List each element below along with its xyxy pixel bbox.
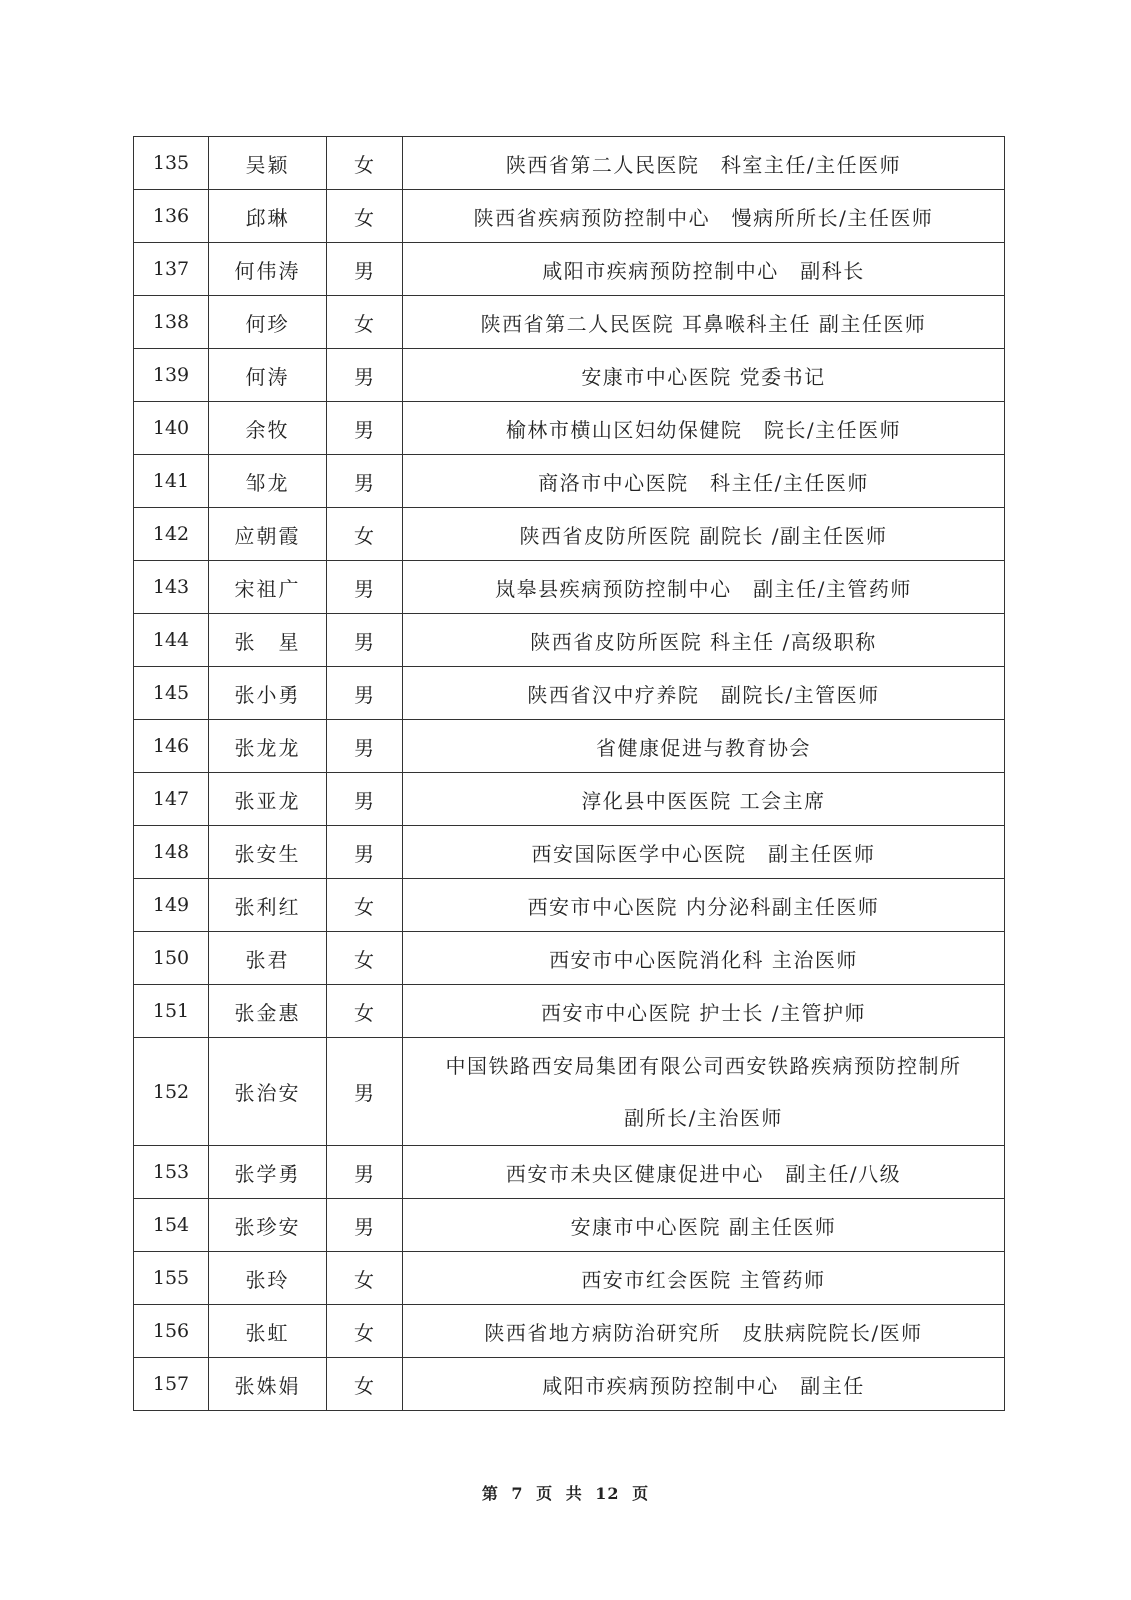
row-number: 155: [134, 1252, 209, 1305]
table-row: [134, 402, 1005, 455]
row-number: 156: [134, 1305, 209, 1358]
table-row: [134, 720, 1005, 773]
unit-position-cell: [403, 826, 1005, 879]
row-number: 148: [134, 826, 209, 879]
gender-cell: 男: [327, 773, 403, 826]
unit-position-cell: [403, 1199, 1005, 1252]
person-name: 邱琳: [209, 190, 327, 243]
row-number: 138: [134, 296, 209, 349]
unit-position-cell: [403, 879, 1005, 932]
gender-cell: 女: [327, 932, 403, 985]
unit-position-cell: [403, 402, 1005, 455]
table-row: [134, 1305, 1005, 1358]
person-name: 张虹: [209, 1305, 327, 1358]
table-row: [134, 1358, 1005, 1411]
gender-cell: 男: [327, 402, 403, 455]
row-number: 146: [134, 720, 209, 773]
row-number: 137: [134, 243, 209, 296]
row-number: 143: [134, 561, 209, 614]
person-name: 张君: [209, 932, 327, 985]
person-name: 张 星: [209, 614, 327, 667]
unit-position-cell: [403, 243, 1005, 296]
table-row: [134, 1038, 1005, 1146]
person-name: 应朝霞: [209, 508, 327, 561]
table-row: [134, 190, 1005, 243]
person-name: 余牧: [209, 402, 327, 455]
row-number: 136: [134, 190, 209, 243]
unit-line: 西安市中心医院 内分泌科副主任医师: [527, 894, 880, 919]
person-name: 张利红: [209, 879, 327, 932]
unit-line: 商洛市中心医院 科主任/主任医师: [538, 470, 869, 495]
unit-line: 陕西省疾病预防控制中心 慢病所所长/主任医师: [473, 205, 934, 230]
gender-cell: 男: [327, 1038, 403, 1146]
gender-cell: 男: [327, 1146, 403, 1199]
footer-suffix: 页: [632, 1484, 650, 1503]
roster-table-body: [134, 137, 1005, 1411]
unit-line: 陕西省皮防所医院 副院长 /副主任医师: [519, 523, 888, 548]
person-name: 吴颖: [209, 137, 327, 190]
gender-cell: 女: [327, 1252, 403, 1305]
gender-cell: 女: [327, 296, 403, 349]
table-row: [134, 508, 1005, 561]
table-row: [134, 1146, 1005, 1199]
gender-cell: 男: [327, 1199, 403, 1252]
unit-line: 西安国际医学中心医院 副主任医师: [531, 841, 876, 866]
table-row: [134, 667, 1005, 720]
unit-line: 安康市中心医院 党委书记: [581, 364, 826, 389]
table-row: [134, 561, 1005, 614]
row-number: 144: [134, 614, 209, 667]
row-number: 149: [134, 879, 209, 932]
unit-position-cell: [403, 1305, 1005, 1358]
unit-position-cell: [403, 932, 1005, 985]
unit-line: 岚皋县疾病预防控制中心 副主任/主管药师: [495, 576, 912, 601]
gender-cell: 女: [327, 137, 403, 190]
row-number: 142: [134, 508, 209, 561]
row-number: 135: [134, 137, 209, 190]
unit-line: 陕西省第二人民医院 科室主任/主任医师: [505, 152, 902, 177]
gender-cell: 女: [327, 1358, 403, 1411]
table-row: [134, 773, 1005, 826]
row-number: 152: [134, 1038, 209, 1146]
unit-line: 省健康促进与教育协会: [596, 735, 811, 760]
footer-total-pages: 12: [595, 1484, 620, 1503]
unit-line: 陕西省第二人民医院 耳鼻喉科主任 副主任医师: [480, 311, 927, 336]
gender-cell: 女: [327, 879, 403, 932]
unit-position-cell: [403, 614, 1005, 667]
row-number: 151: [134, 985, 209, 1038]
gender-cell: 男: [327, 826, 403, 879]
unit-line: 西安市中心医院 护士长 /主管护师: [541, 1000, 866, 1025]
unit-position-cell: [403, 137, 1005, 190]
unit-line: 咸阳市疾病预防控制中心 副科长: [542, 258, 865, 283]
person-name: 张治安: [209, 1038, 327, 1146]
row-number: 140: [134, 402, 209, 455]
unit-position-cell: [403, 1038, 1005, 1146]
person-name: 何珍: [209, 296, 327, 349]
unit-position-cell: [403, 1146, 1005, 1199]
unit-position-cell: [403, 455, 1005, 508]
table-row: [134, 296, 1005, 349]
table-row: [134, 455, 1005, 508]
row-number: 141: [134, 455, 209, 508]
gender-cell: 男: [327, 720, 403, 773]
roster-table: [133, 136, 1005, 1411]
unit-line: 咸阳市疾病预防控制中心 副主任: [542, 1373, 865, 1398]
row-number: 153: [134, 1146, 209, 1199]
footer-current-page: 7: [511, 1484, 524, 1503]
table-row: [134, 932, 1005, 985]
unit-position-cell: [403, 190, 1005, 243]
unit-line: 中国铁路西安局集团有限公司西安铁路疾病预防控制所: [445, 1053, 962, 1078]
row-number: 154: [134, 1199, 209, 1252]
unit-line: 西安市未央区健康促进中心 副主任/八级: [505, 1161, 902, 1186]
unit-line-2: 副所长/主治医师: [624, 1105, 783, 1130]
unit-position-cell: [403, 1252, 1005, 1305]
person-name: 张姝娟: [209, 1358, 327, 1411]
table-row: [134, 826, 1005, 879]
row-number: 157: [134, 1358, 209, 1411]
unit-position-cell: [403, 349, 1005, 402]
table-row: [134, 1199, 1005, 1252]
gender-cell: 男: [327, 561, 403, 614]
unit-line: 榆林市横山区妇幼保健院 院长/主任医师: [505, 417, 902, 442]
page-footer: [0, 1481, 1131, 1504]
person-name: 何伟涛: [209, 243, 327, 296]
person-name: 张珍安: [209, 1199, 327, 1252]
unit-line: 安康市中心医院 副主任医师: [570, 1214, 837, 1239]
gender-cell: 男: [327, 667, 403, 720]
unit-position-cell: [403, 773, 1005, 826]
row-number: 139: [134, 349, 209, 402]
unit-line: 陕西省皮防所医院 科主任 /高级职称: [530, 629, 877, 654]
gender-cell: 女: [327, 508, 403, 561]
unit-position-cell: [403, 508, 1005, 561]
person-name: 何涛: [209, 349, 327, 402]
gender-cell: 男: [327, 614, 403, 667]
gender-cell: 男: [327, 243, 403, 296]
gender-cell: 女: [327, 985, 403, 1038]
unit-position-cell: [403, 1358, 1005, 1411]
gender-cell: 女: [327, 1305, 403, 1358]
person-name: 张玲: [209, 1252, 327, 1305]
person-name: 张龙龙: [209, 720, 327, 773]
person-name: 宋祖广: [209, 561, 327, 614]
row-number: 147: [134, 773, 209, 826]
unit-position-cell: [403, 561, 1005, 614]
gender-cell: 男: [327, 349, 403, 402]
unit-line: 西安市红会医院 主管药师: [581, 1267, 826, 1292]
table-row: [134, 879, 1005, 932]
table-row: [134, 137, 1005, 190]
table-row: [134, 1252, 1005, 1305]
table-row: [134, 349, 1005, 402]
person-name: 张安生: [209, 826, 327, 879]
person-name: 张学勇: [209, 1146, 327, 1199]
unit-line: 陕西省汉中疗养院 副院长/主管医师: [527, 682, 880, 707]
unit-position-cell: [403, 667, 1005, 720]
unit-line: 陕西省地方病防治研究所 皮肤病院院长/医师: [484, 1320, 923, 1345]
unit-line: 淳化县中医医院 工会主席: [581, 788, 826, 813]
footer-prefix: 第: [481, 1484, 499, 1503]
unit-position-cell: [403, 985, 1005, 1038]
table-row: [134, 985, 1005, 1038]
gender-cell: 女: [327, 190, 403, 243]
gender-cell: 男: [327, 455, 403, 508]
unit-position-cell: [403, 720, 1005, 773]
person-name: 张金惠: [209, 985, 327, 1038]
table-row: [134, 614, 1005, 667]
unit-line: 西安市中心医院消化科 主治医师: [549, 947, 858, 972]
person-name: 张小勇: [209, 667, 327, 720]
row-number: 150: [134, 932, 209, 985]
footer-mid: 页 共: [536, 1484, 583, 1503]
table-row: [134, 243, 1005, 296]
person-name: 张亚龙: [209, 773, 327, 826]
unit-position-cell: [403, 296, 1005, 349]
row-number: 145: [134, 667, 209, 720]
person-name: 邹龙: [209, 455, 327, 508]
